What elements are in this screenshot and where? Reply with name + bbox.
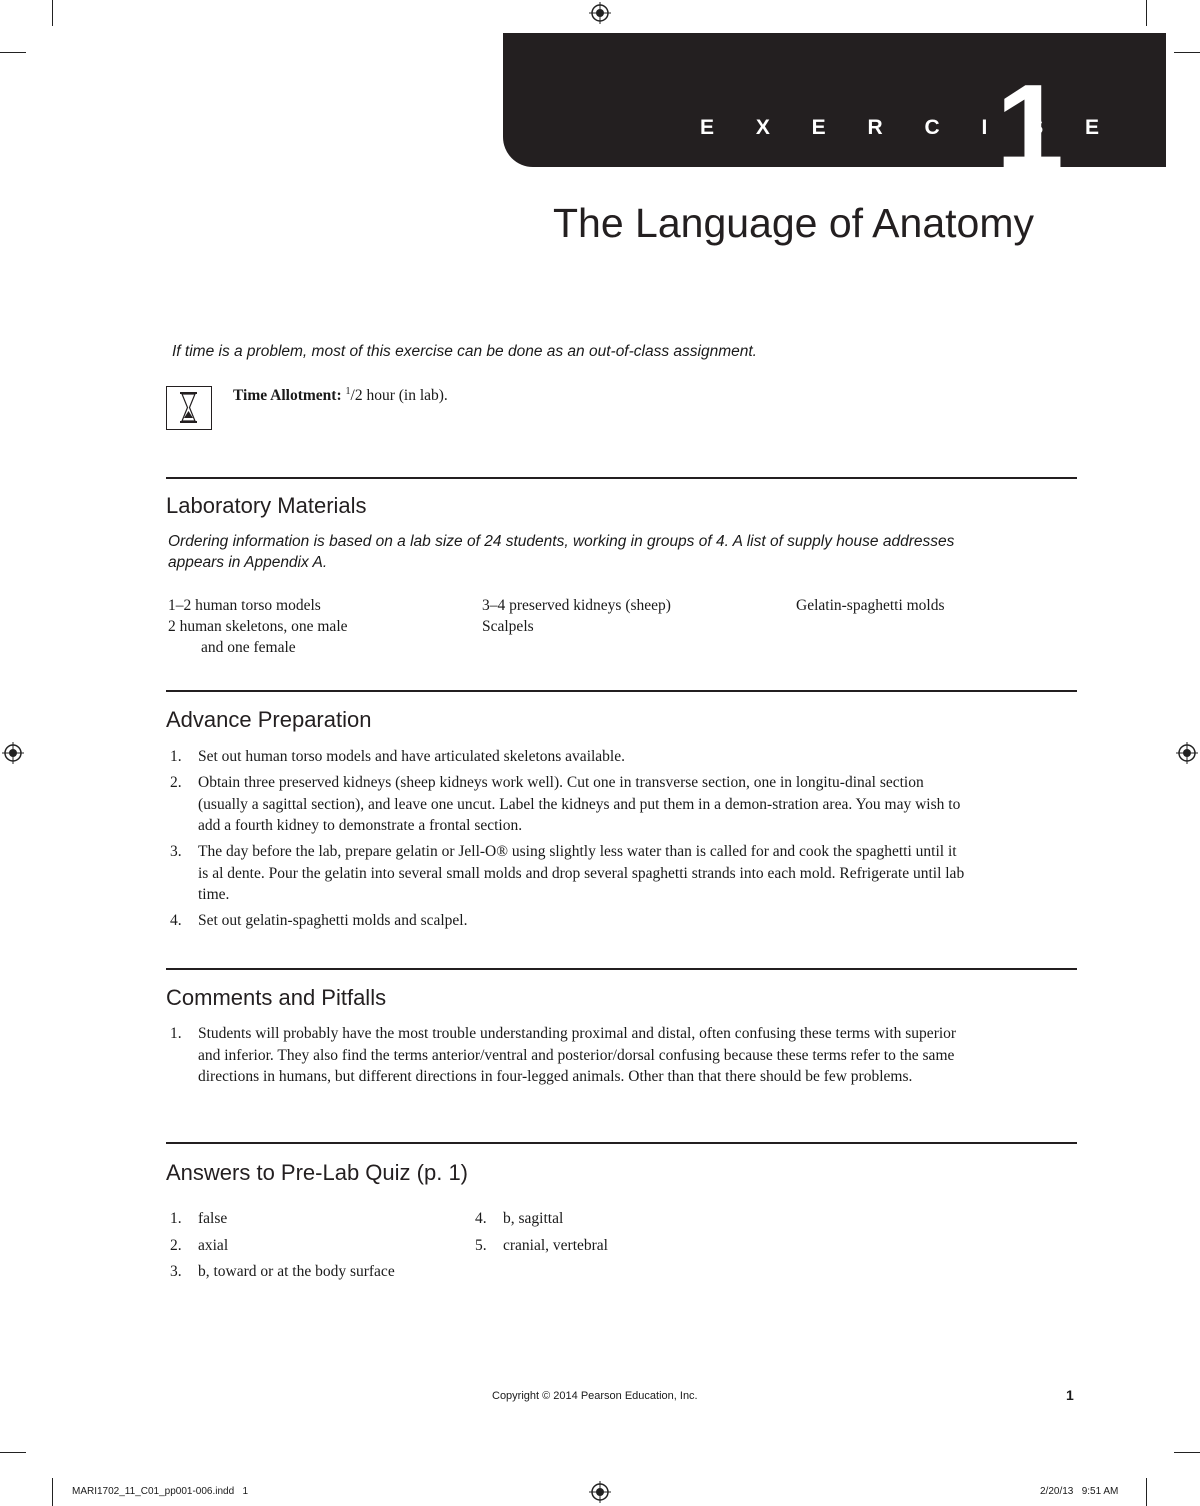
- list-item: [170, 746, 965, 768]
- quiz-answer: [170, 1210, 395, 1237]
- list-item: [170, 772, 965, 837]
- list-text: Set out gelatin-spaghetti molds and scalpel.: [198, 912, 468, 929]
- material-item: Scalpels: [482, 618, 534, 635]
- exercise-banner: [503, 33, 1166, 167]
- section-divider: [166, 477, 1077, 479]
- list-number: 1.: [170, 748, 182, 765]
- exercise-label: E X E R C I S E: [700, 116, 1118, 139]
- list-text: Students will probably have the most trouble understanding proximal and distal, often confusing these terms with superior and inferior. They also find the terms anterior/ventral and posterior/dorsal confusing because these terms refer to the same directions in humans, but different directions in four-legged animals. Other than that there should be few problems.: [198, 1025, 957, 1085]
- list-number: 2.: [170, 1236, 182, 1254]
- registration-mark-icon: [2, 742, 24, 764]
- time-allotment-label: Time Allotment:: [233, 387, 342, 405]
- copyright-notice: Copyright © 2014 Pearson Education, Inc.: [492, 1390, 698, 1402]
- crop-mark: [0, 52, 26, 53]
- material-item-continued: and one female: [201, 639, 296, 656]
- crop-mark: [52, 1478, 53, 1506]
- hourglass-icon: [166, 386, 212, 430]
- quiz-answers-column-1: [170, 1210, 395, 1290]
- crop-mark: [1174, 52, 1200, 53]
- comments-list: [170, 1023, 970, 1092]
- list-number: 3.: [170, 1263, 182, 1280]
- list-text: The day before the lab, prepare gelatin or Jell-O® using slightly less water than is called for and cook the spaghetti until it is al dente. Pour the gelatin into several small molds and drop several spaghetti strands into each mold. Refrigerate until lab time.: [198, 843, 965, 903]
- quiz-heading: Answers to Pre-Lab Quiz (p. 1): [166, 1160, 469, 1185]
- list-text: axial: [198, 1236, 229, 1254]
- out-of-class-note: If time is a problem, most of this exercise can be done as an out-of-class assignment.: [172, 343, 757, 360]
- registration-mark-icon: [589, 2, 611, 24]
- list-number: 4.: [475, 1210, 487, 1227]
- materials-column-3: [796, 595, 945, 616]
- list-number: 3.: [170, 843, 182, 860]
- section-divider: [166, 1142, 1077, 1144]
- list-text: Set out human torso models and have articulated skeletons available.: [198, 748, 625, 765]
- registration-mark-icon: [589, 1481, 611, 1503]
- list-text: b, sagittal: [503, 1210, 564, 1227]
- section-divider: [166, 968, 1077, 970]
- list-text: false: [198, 1210, 228, 1227]
- section-divider: [166, 690, 1077, 692]
- advance-heading: Advance Preparation: [166, 707, 372, 732]
- materials-column-2: [482, 595, 671, 637]
- quiz-answer: [170, 1263, 395, 1290]
- list-text: b, toward or at the body surface: [198, 1263, 395, 1280]
- comments-heading: Comments and Pitfalls: [166, 985, 387, 1010]
- quiz-answer: [475, 1210, 608, 1237]
- materials-column-1: [168, 595, 348, 658]
- list-number: 1.: [170, 1025, 182, 1042]
- crop-mark: [52, 0, 53, 26]
- time-allotment-value: /2 hour (in lab).: [350, 387, 448, 405]
- time-allotment-fraction-top: 1: [345, 386, 351, 397]
- registration-mark-icon: [1176, 742, 1198, 764]
- material-item: 3–4 preserved kidneys (sheep): [482, 597, 671, 614]
- material-item: 1–2 human torso models: [168, 597, 321, 614]
- crop-mark: [1146, 0, 1147, 26]
- crop-mark: [0, 1452, 26, 1453]
- list-item: [170, 910, 965, 932]
- date-slug: 2/20/13 9:51 AM: [1040, 1486, 1119, 1497]
- file-slug: MARI1702_11_C01_pp001-006.indd 1: [72, 1486, 249, 1497]
- list-number: 4.: [170, 912, 182, 929]
- advance-list: [170, 746, 965, 936]
- list-number: 2.: [170, 774, 182, 791]
- page-number: 1: [1066, 1387, 1074, 1403]
- time-allotment: [233, 386, 448, 405]
- material-item: 2 human skeletons, one male: [168, 618, 348, 635]
- quiz-answer: [475, 1237, 608, 1264]
- list-item: [170, 1023, 970, 1088]
- list-number: 1.: [170, 1210, 182, 1227]
- quiz-answer: [170, 1237, 395, 1264]
- page-title: The Language of Anatomy: [553, 200, 1034, 246]
- material-item: Gelatin-spaghetti molds: [796, 597, 945, 614]
- crop-mark: [1174, 1452, 1200, 1453]
- ordering-note: Ordering information is based on a lab size of 24 students, working in groups of 4. A list of supply house addresses appears in Appendix A.: [168, 533, 955, 571]
- exercise-number: 1: [996, 59, 1064, 195]
- list-number: 5.: [475, 1236, 487, 1254]
- list-text: cranial, vertebral: [503, 1236, 608, 1254]
- list-item: [170, 841, 965, 906]
- materials-heading: Laboratory Materials: [166, 493, 367, 518]
- quiz-answers-column-2: [475, 1210, 608, 1263]
- crop-mark: [1146, 1478, 1147, 1506]
- list-text: Obtain three preserved kidneys (sheep kidneys work well). Cut one in transverse section, one in longitu-dinal section (usually a sagittal section), and leave one uncut. Label the kidneys and put them in a demon-stration area. You may wish to add a fourth kidney to demonstrate a frontal section.: [198, 774, 961, 834]
